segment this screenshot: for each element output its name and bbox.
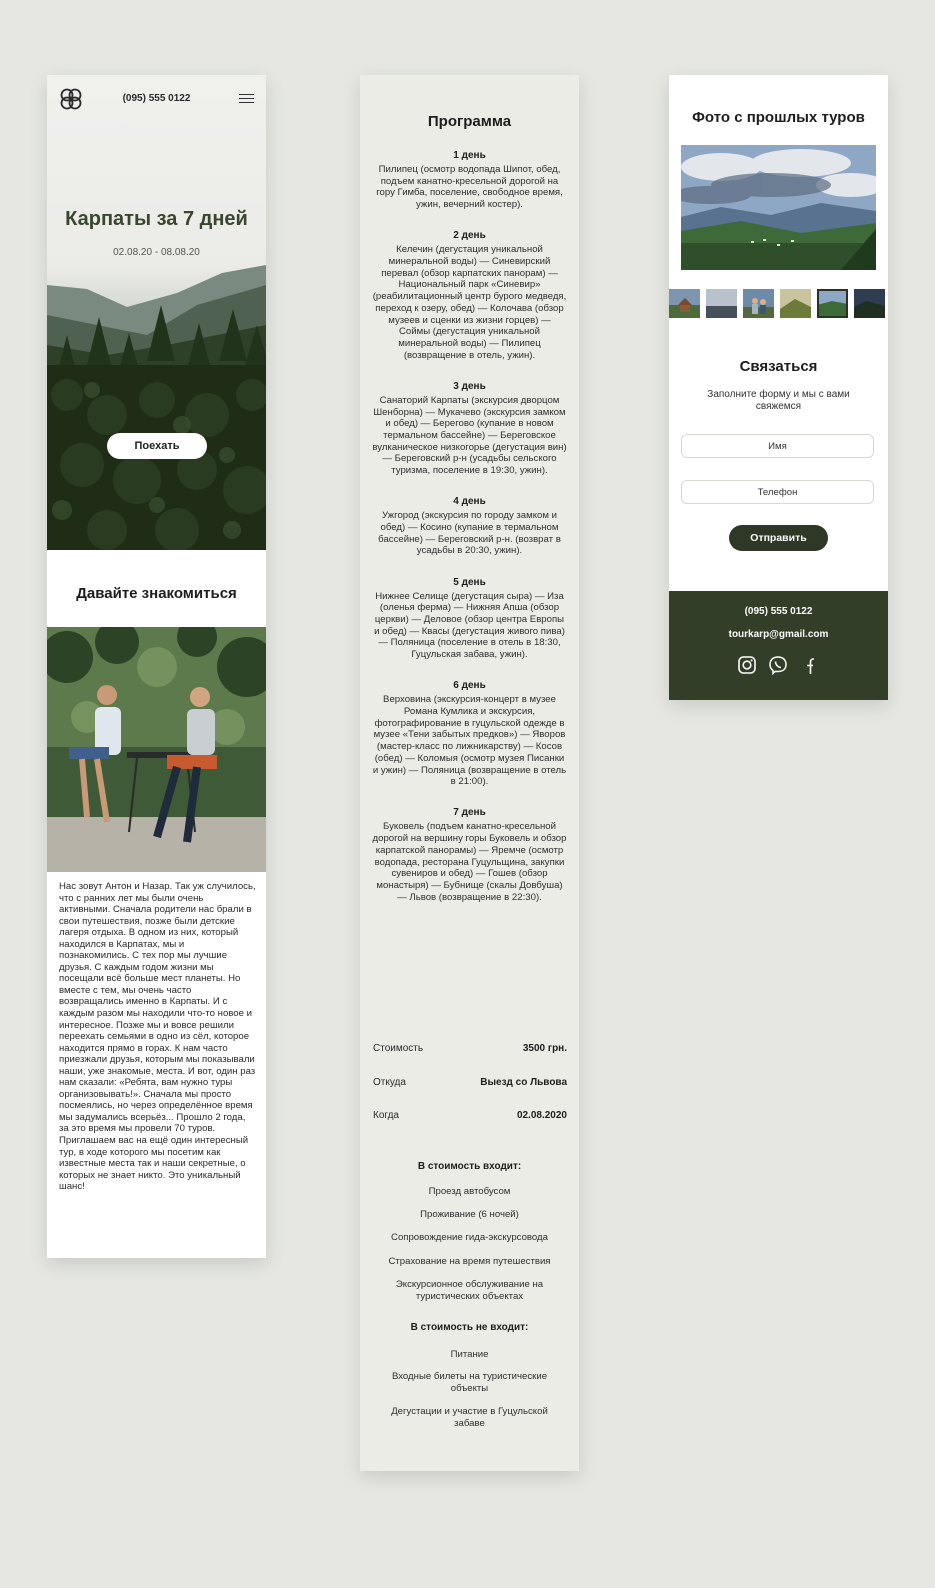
hero-section [47, 75, 266, 550]
excluded-item: Входные билеты на туристические объекты [391, 1371, 548, 1394]
tour-photo-thumb[interactable] [743, 289, 774, 318]
program-day [372, 230, 567, 361]
photos-title: Фото с прошлых туров [692, 109, 865, 126]
day-label: 5 день [453, 576, 486, 588]
day-label: 7 день [453, 807, 486, 819]
header-phone[interactable]: (095) 555 0122 [122, 93, 191, 104]
tour-photo-thumb[interactable] [854, 289, 885, 318]
day-text: Верховина (экскурсия-концерт в музее Романа Кумлика и экскурсия, фотографирование в гуцульской одежде в музее «Тени забытых предков») — Яворов (мастер-класс по лижникарству) — Косов (обед) — Коломыя (осмотр музея Писанки и ужин) — Поляница (возвращение в отель в 21:00). [372, 694, 567, 788]
tour-photo-thumb[interactable] [669, 289, 700, 318]
founders-photo [47, 627, 266, 872]
tour-photo-thumb[interactable] [706, 289, 737, 318]
hero-title: Карпаты за 7 дней [65, 208, 248, 230]
day-label: 4 день [453, 496, 486, 508]
facebook-icon[interactable] [799, 655, 819, 675]
footer [669, 591, 888, 700]
day-text: Пилипец (осмотр водопада Шипот, обед, подъем канатно-кресельной дорогой на гору Гимба, поселение, свободное время, ужин, вечерний костер). [376, 164, 563, 211]
excluded-title: В стоимость не входит: [410, 1322, 529, 1333]
name-input[interactable] [681, 434, 874, 458]
contact-screen [669, 75, 888, 700]
program-days [372, 150, 567, 923]
program-day [372, 381, 567, 477]
price-label: Стоимость [373, 1043, 424, 1054]
program-day [372, 577, 567, 661]
when-value: 02.08.2020 [516, 1110, 567, 1121]
go-button[interactable]: Поехать [107, 433, 207, 459]
day-label: 6 день [453, 680, 486, 692]
about-text: Нас зовут Антон и Назар. Так уж случилось, что с ранних лет мы были очень активными. Сначала родители нас брали в свои путешествия, позже были детские лагеря отдыха. В одном из них, который находился в Карпатах, мы и познакомились. С тех пор мы лучшие друзья. С каждым годом жизни мы посещали всё больше мест планеты. Но вместе с тем, мы очень часто возвращались именно в Карпаты. И с каждым разом мы находили что-то новое и интересное. Позже мы и вовсе решили переехать семьями в одно из сёл, которое находится прямо в горах. К нам часто приезжали друзья, которым мы показывали наши, уже знакомые, места. И вот, один раз нам сказали: «Ребята, вам нужно туры организовывать!». Сначала мы просто посмеялись, но через определённое время мы задумались всерьёз... Прошло 2 года, за это время мы провели 70 туров. Приглашаем вас на ещё один интересный тур, в ходе которого мы посетим как известные места так и наши секретные, о которых не знает никто. Это уникальный шанс! [59, 881, 256, 1193]
program-day [372, 807, 567, 903]
send-button[interactable]: Отправить [729, 525, 828, 551]
instagram-icon[interactable] [737, 655, 757, 675]
included-title: В стоимость входит: [417, 1161, 522, 1172]
day-label: 3 день [453, 380, 486, 392]
day-label: 2 день [453, 230, 486, 242]
contact-title: Связаться [739, 358, 818, 375]
price-value: 3500 грн. [522, 1043, 567, 1054]
day-text: Нижнее Селище (дегустация сыра) — Иза (оленья ферма) — Нижняя Апша (обзор церкви) — Деловое (обзор центра Европы и обед) — Квасы (дегустация живого пива) — Поляница (поселение в отель в 18:30, Гуцульская забава, ужин). [374, 590, 565, 661]
tour-photo-main[interactable] [681, 145, 876, 270]
contact-subtitle: Заполните форму и мы с вами свяжемся [707, 389, 850, 412]
excluded-item: Дегустации и участие в Гуцульской забаве [391, 1406, 548, 1429]
from-value: Выезд со Львова [480, 1077, 567, 1088]
included-item: Проживание (6 ночей) [420, 1209, 519, 1220]
footer-phone[interactable]: (095) 555 0122 [744, 606, 813, 617]
excluded-item: Питание [450, 1349, 489, 1360]
hero-dates: 02.08.20 - 08.08.20 [113, 247, 200, 258]
mountain-forest-image [47, 265, 266, 550]
from-label: Откуда [373, 1077, 406, 1088]
program-day [372, 150, 567, 211]
day-text: Санаторий Карпаты (экскурсия дворцом Шенборна) — Мукачево (экскурсия замком и обед) — Берегово (купание в новом термальном бассейне) — Береговское вулканическое низкогорье (дегустация вин) — Береговский р-н (усадьбы сельского туризма, поселение в 19:30, ужин). [372, 394, 567, 477]
included-item: Страхование на время путешествия [388, 1256, 551, 1267]
tour-photo-thumb-selected[interactable] [817, 289, 848, 318]
phone-input[interactable] [681, 480, 874, 504]
program-day [372, 680, 567, 788]
included-item: Сопровождение гида-экскурсовода [391, 1232, 548, 1243]
included-item: Экскурсионное обслуживание на туристических объектах [395, 1279, 544, 1302]
tour-photo-thumb[interactable] [780, 289, 811, 318]
program-title: Программа [427, 113, 512, 130]
program-day [372, 496, 567, 557]
included-item: Проезд автобусом [428, 1186, 511, 1197]
viber-icon[interactable] [768, 655, 788, 675]
day-text: Буковель (подъем канатно-кресельной дорогой на вершину горы Буковель и обзор карпатской панорамы) — Яремче (осмотр водопада, ресторана Гуцульщина, закупки сувениров и обед) — Гошев (обзор монастыря) — Бубнище (скалы Довбуша) — Львов (возвращение в 22:30). [372, 821, 567, 903]
when-label: Когда [373, 1110, 399, 1121]
program-screen [360, 75, 579, 1471]
day-text: Келечин (дегустация уникальной минеральной воды) — Синевирский перевал (обзор карпатских панорам) — Национальный парк «Синевир» (реабилитационный центр бурого медведя, переход к озеру, обед) — Колочава (обзор музеев и сценки из жизни горцев) — Соймы (дегустация уникальной минеральной воды) — Пилипец (возвращение в отель, ужин). [372, 244, 567, 361]
day-label: 1 день [453, 150, 486, 161]
day-text: Ужгород (экскурсия по городу замком и обед) — Косино (купание в термальном бассейне) — Береговский р-н. (возврат в усадьбы в 20:30, ужин). [378, 510, 561, 557]
landing-screen [47, 75, 266, 1258]
about-title: Давайте знакомиться [76, 585, 237, 602]
hamburger-menu-icon[interactable] [239, 94, 254, 106]
footer-email[interactable]: tourkarp@gmail.com [728, 629, 829, 640]
